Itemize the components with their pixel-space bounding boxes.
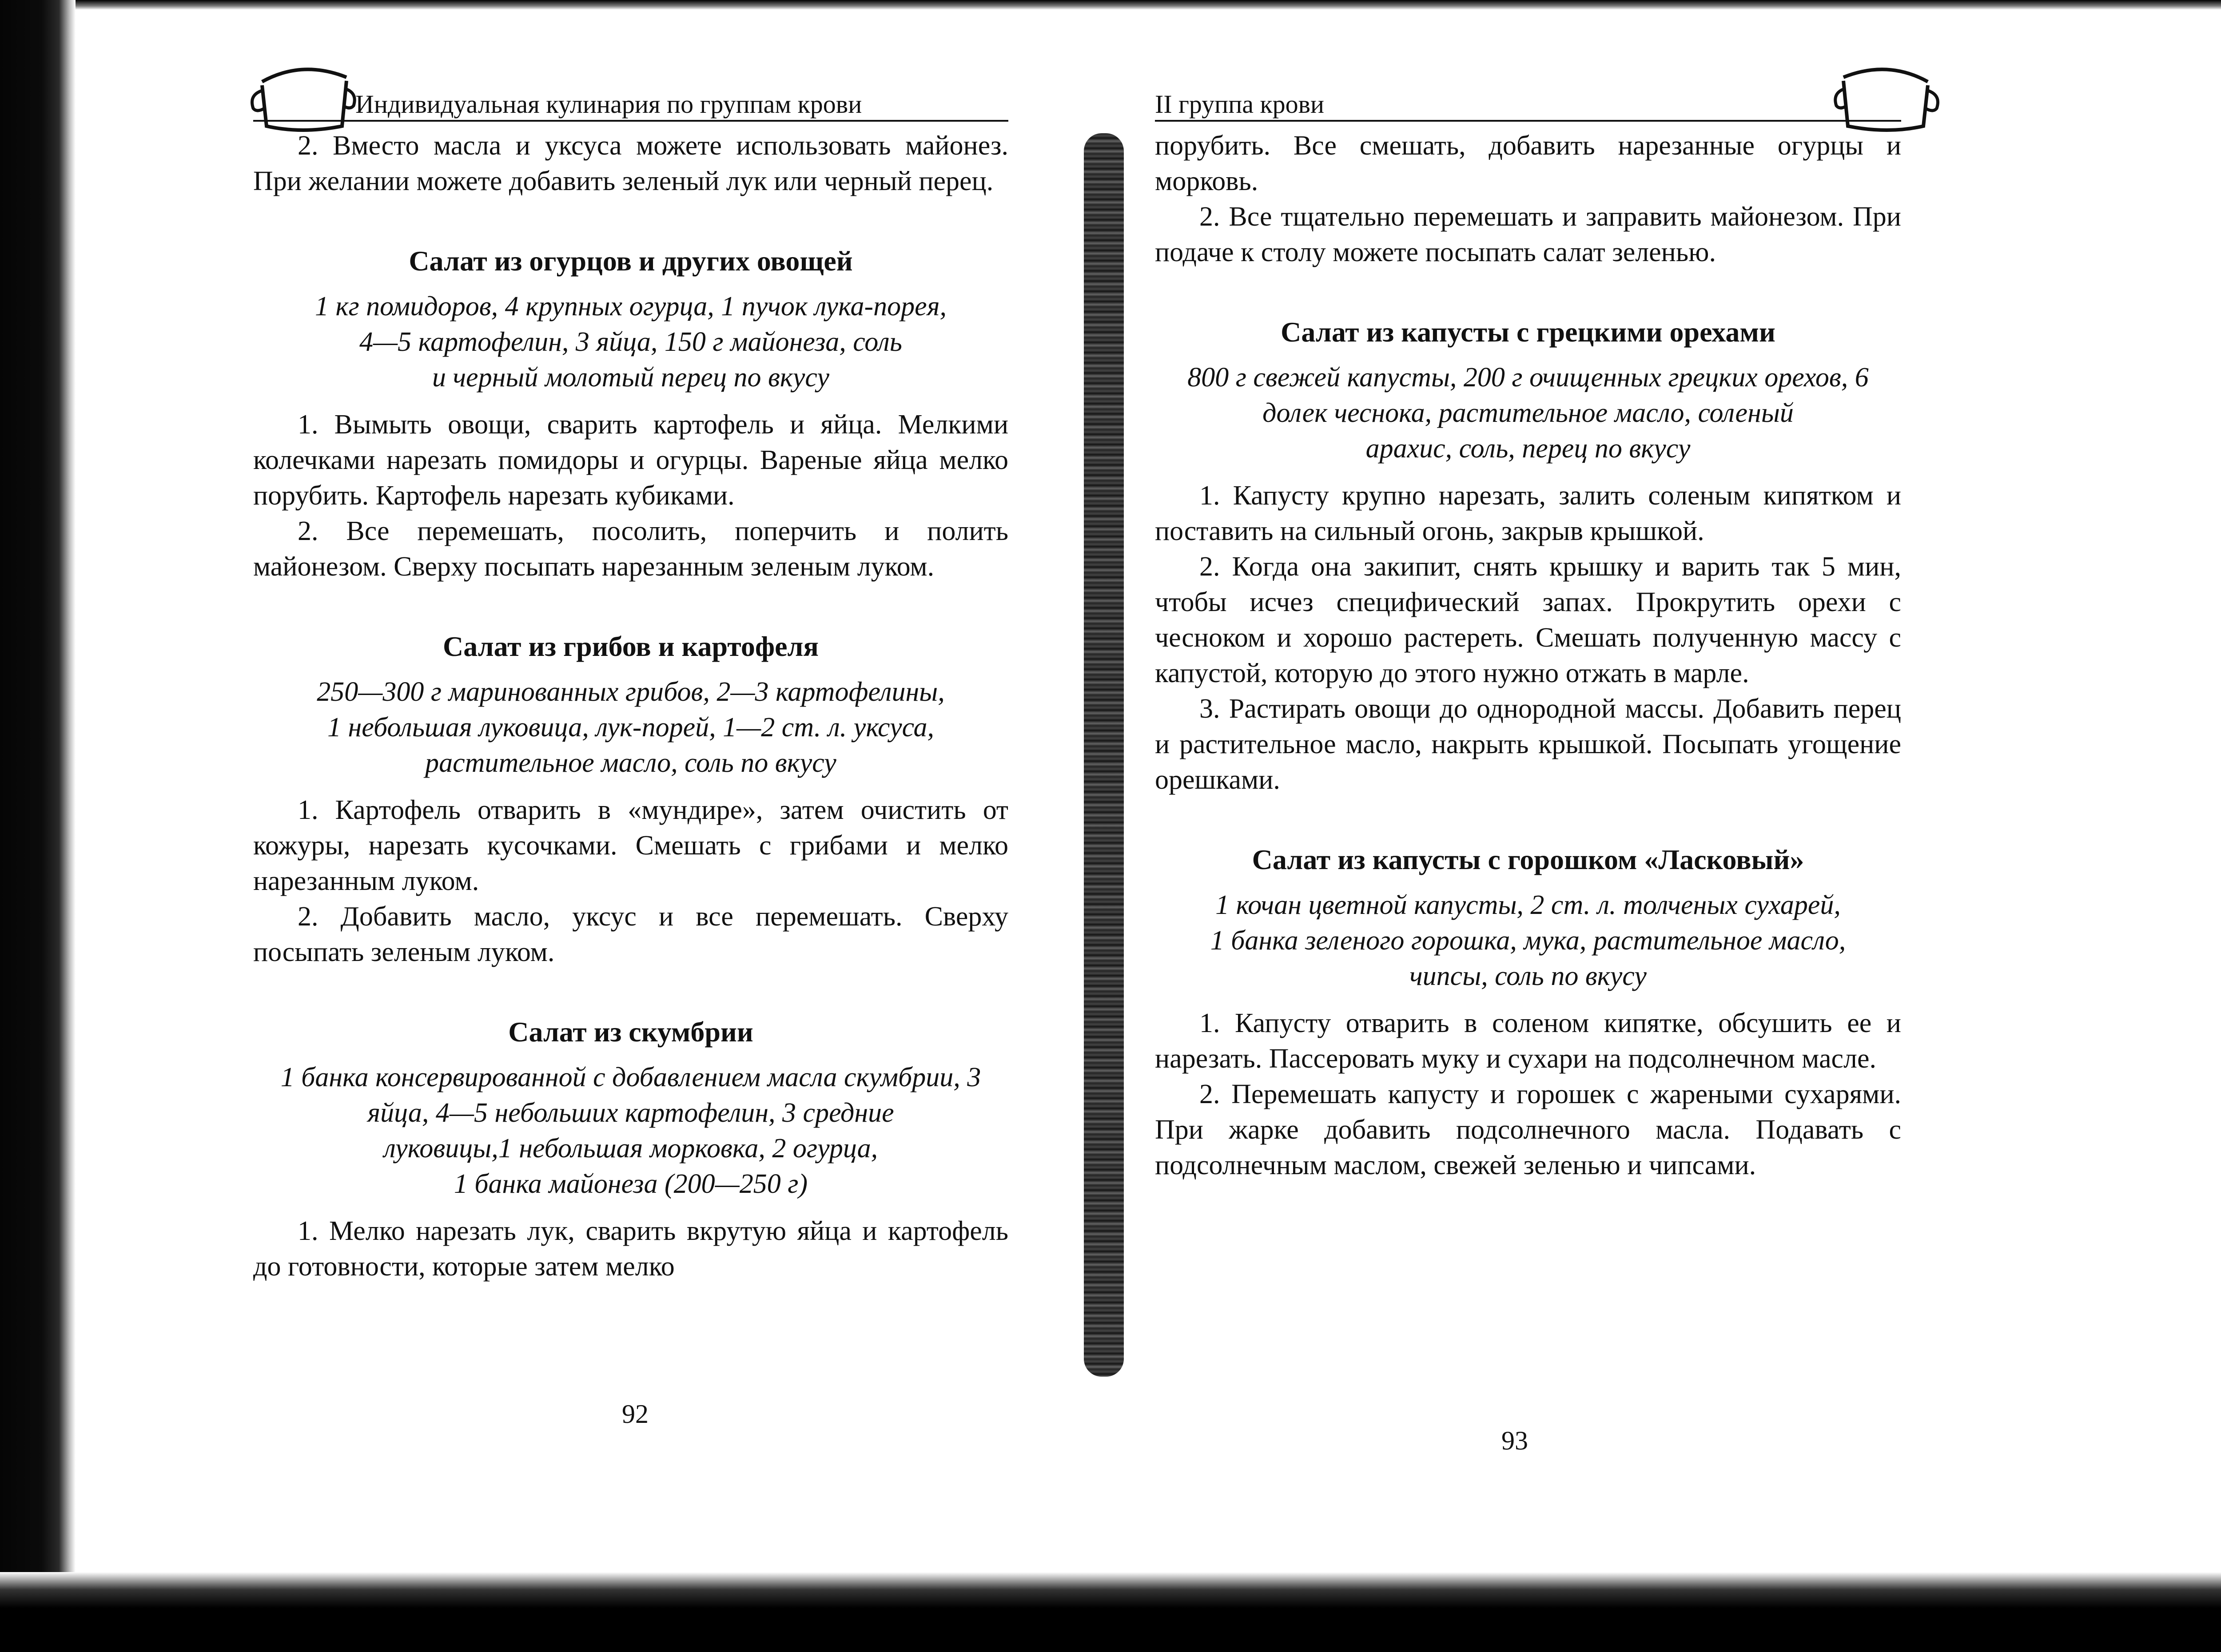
recipe-ingredients xyxy=(271,289,991,395)
ingredients-line: чипсы, соль по вкусу xyxy=(1409,961,1647,991)
intro-paragraph: 2. Вместо масла и уксуса можете использовать майонез. При желании можете добавить зеленый лук или черный перец. xyxy=(253,131,1008,196)
scan-edge-top xyxy=(0,0,2221,10)
ingredients-line: 1 банка майонеза (200—250 г) xyxy=(454,1169,808,1199)
ingredients-line: 1 кг помидоров, 4 крупных огурца, 1 пучок лука-порея, xyxy=(314,291,947,322)
running-head xyxy=(253,58,1008,122)
ingredients-line: растительное масло, соль по вкусу xyxy=(425,748,836,778)
ingredients-line: 800 г свежей капусты, 200 г очищенных грецких орехов, 6 долек чеснока, растительное масло, соленый xyxy=(1187,362,1869,428)
running-head xyxy=(1155,58,1901,122)
recipe-title: Салат из огурцов и других овощей xyxy=(409,245,853,277)
running-head-text: II группа крови xyxy=(1155,90,1325,119)
recipe-title: Салат из грибов и картофеля xyxy=(442,631,819,662)
ingredients-line: 4—5 картофелин, 3 яйца, 150 г майонеза, соль xyxy=(359,327,902,357)
recipe-step: 1. Картофель отварить в «мундире», затем очистить от кожуры, нарезать кусочками. Смешать с грибами и мелко нарезанным луком. xyxy=(253,795,1008,896)
ingredients-line: 1 банка зеленого горошка, мука, растительное масло, xyxy=(1210,925,1846,956)
recipe-title: Салат из капусты с грецкими орехами xyxy=(1281,316,1775,348)
recipe-step: 1. Мелко нарезать лук, сварить вкрутую яйца и картофель до готовности, которые затем мелко xyxy=(253,1216,1008,1282)
recipe-ingredients xyxy=(1173,360,1883,466)
scan-edge-bottom xyxy=(0,1572,2221,1652)
left-page-body xyxy=(253,128,1008,1284)
ingredients-line: 250—300 г маринованных грибов, 2—3 картофелины, xyxy=(317,677,945,707)
recipe-title: Салат из скумбрии xyxy=(508,1016,753,1048)
recipe-step: 2. Все перемешать, посолить, поперчить и полить майонезом. Сверху посыпать нарезанным зеленым луком. xyxy=(253,516,1008,582)
recipe-step: 2. Все тщательно перемешать и заправить майонезом. При подаче к столу можете посыпать салат зеленью. xyxy=(1155,202,1901,267)
ingredients-line: 1 кочан цветной капусты, 2 ст. л. толченых сухарей, xyxy=(1215,890,1841,920)
recipe-step: 2. Когда она закипит, снять крышку и варить так 5 мин, чтобы исчез специфический запах. Прокрутить орехи с чесноком и хорошо растереть. Смешать полученную массу с капустой, которую до этого нужно отжать в марле. xyxy=(1155,552,1901,688)
cooking-pot-icon xyxy=(1830,51,1946,135)
page-number: 92 xyxy=(622,1399,649,1429)
recipe-step: 1. Вымыть овощи, сварить картофель и яйца. Мелкими колечками нарезать помидоры и огурцы. Вареные яйца мелко порубить. Картофель нарезать кубиками. xyxy=(253,409,1008,511)
left-page xyxy=(253,58,1008,1429)
ingredients-line: луковицы,1 небольшая морковка, 2 огурца, xyxy=(383,1133,878,1164)
right-page xyxy=(1155,58,1901,1455)
cooking-pot-icon xyxy=(244,51,360,135)
recipe-step: 2. Перемешать капусту и горошек с жареными сухарями. При жарке добавить подсолнечного масла. Подавать с подсолнечным маслом, свежей зеленью и чипсами. xyxy=(1155,1079,1901,1180)
recipe-title: Салат из капусты с горошком «Ласковый» xyxy=(1252,844,1804,875)
ingredients-line: 1 небольшая луковица, лук-порей, 1—2 ст. л. уксуса, xyxy=(327,712,934,743)
recipe-step: 2. Добавить масло, уксус и все перемешать. Сверху посыпать зеленым луком. xyxy=(253,901,1008,967)
page-number: 93 xyxy=(1501,1426,1528,1455)
scan-edge-left xyxy=(0,0,76,1652)
ingredients-line: 1 банка консервированной с добавлением масла скумбрии, 3 яйца, 4—5 небольших картофелин, 3 средние xyxy=(280,1062,981,1128)
running-head-text: Индивидуальная кулинария по группам крови xyxy=(355,90,862,119)
right-page-body xyxy=(1155,128,1901,1183)
continued-paragraph: порубить. Все смешать, добавить нарезанные огурцы и морковь. xyxy=(1155,131,1901,196)
recipe-ingredients xyxy=(271,1060,991,1202)
recipe-step: 3. Растирать овощи до однородной массы. Добавить перец и растительное масло, накрыть крышкой. Посыпать угощение орешками. xyxy=(1155,694,1901,795)
recipe-step: 1. Капусту отварить в соленом кипятке, обсушить ее и нарезать. Пассеровать муку и сухари на подсолнечном масле. xyxy=(1155,1008,1901,1074)
recipe-step: 1. Капусту крупно нарезать, залить соленым кипятком и поставить на сильный огонь, закрыв крышкой. xyxy=(1155,481,1901,546)
ingredients-line: и черный молотый перец по вкусу xyxy=(432,362,829,393)
recipe-ingredients xyxy=(1173,887,1883,994)
ingredients-line: арахис, соль, перец по вкусу xyxy=(1365,433,1691,464)
book-gutter xyxy=(1084,133,1124,1377)
recipe-ingredients xyxy=(271,674,991,781)
